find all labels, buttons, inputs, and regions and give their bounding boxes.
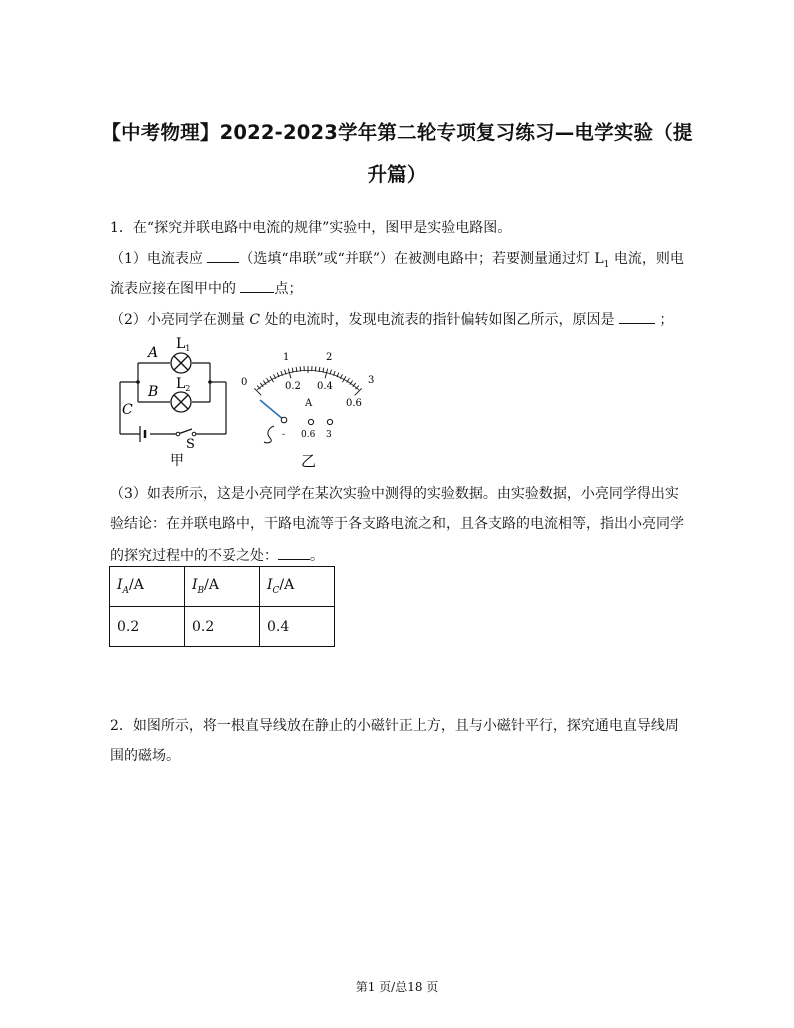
q1-part3-line3 xyxy=(110,545,324,566)
terminal-3-label: 3 xyxy=(326,430,332,440)
q1-part1-line2-text-b: 点； xyxy=(274,281,303,297)
table-cell-IB: 0.2 xyxy=(185,607,260,647)
ammeter-unit: A xyxy=(305,398,313,409)
label-C: C xyxy=(122,402,133,418)
table-header-row xyxy=(110,567,335,607)
label-A: A xyxy=(148,345,159,361)
ammeter-diagram-yi xyxy=(238,344,378,472)
page-title xyxy=(80,112,714,196)
q1-part2-blank[interactable] xyxy=(619,309,655,324)
terminal-minus-label: - xyxy=(282,430,286,440)
q1-part1-text-a: （1）电流表应 xyxy=(110,251,208,267)
lead-wire xyxy=(264,426,274,443)
scale-top-3: 3 xyxy=(368,375,375,386)
label-L1: $L_1$ xyxy=(176,336,191,353)
q1-part3-line2: 验结论：在并联电路中，干路电流等于各支路电流之和，且各支路的电流相等，指出小亮同学 xyxy=(110,516,684,532)
lamp-L1-icon xyxy=(171,353,191,373)
q1-part3-line3-text-a: 的探究过程中的不妥之处： xyxy=(110,548,278,564)
table-cell-IA: 0.2 xyxy=(110,607,185,647)
q1-part3-line1: （3）如表所示，这是小亮同学在某次实验中测得的实验数据。由实验数据，小亮同学得出实 xyxy=(110,486,679,502)
title-line-2: 升篇） xyxy=(367,163,427,186)
q1-part2-var: C xyxy=(249,312,261,328)
scale-bottom-0.4: 0.4 xyxy=(317,381,333,392)
q2-line2: 围的磁场。 xyxy=(110,748,180,764)
circuit-diagram-jia xyxy=(112,334,232,470)
table-header-IC: $I_C/A$ xyxy=(260,567,335,607)
scale-top-1: 1 xyxy=(283,352,290,363)
junction-dot-right xyxy=(208,380,212,384)
pointer-pivot xyxy=(281,417,287,423)
page-footer: 第1 页/总18 页 xyxy=(355,980,439,994)
ammeter-pointer xyxy=(260,400,284,420)
scale-top-2: 2 xyxy=(326,352,333,363)
q1-part1-sub: 1 xyxy=(603,259,610,270)
label-S: S xyxy=(186,437,195,452)
terminal-0.6-label: 0.6 xyxy=(301,430,316,440)
switch-contact-left xyxy=(176,432,180,436)
caption-yi: 乙 xyxy=(301,452,317,470)
scale-bottom-0.2: 0.2 xyxy=(285,381,301,392)
q1-part1-line2 xyxy=(110,278,302,299)
switch-contact-right xyxy=(192,432,196,436)
table-row xyxy=(110,607,335,647)
q1-part2-text-b: 处的电流时，发现电流表的指针偏转如图乙所示，原因是 xyxy=(260,312,619,328)
scale-tick xyxy=(288,369,291,379)
table-cell-IC: 0.4 xyxy=(260,607,335,647)
junction-dot-left xyxy=(136,380,140,384)
scale-bottom-0.6: 0.6 xyxy=(346,398,362,409)
q1-part1-line2-text-a: 流表应接在图甲中的 xyxy=(110,281,241,297)
q1-part3-blank[interactable] xyxy=(278,545,310,560)
q1-part1-blank-2[interactable] xyxy=(240,278,274,293)
q1-part1-text-b: （选填“串联”或“并联”）在被测电路中；若要测量通过灯 L xyxy=(239,251,604,267)
q1-part2-text-c: ； xyxy=(654,312,674,328)
table-header-IA: $I_A/A$ xyxy=(110,567,185,607)
terminal-0.6 xyxy=(308,419,313,424)
scale-tick xyxy=(325,369,328,379)
title-line-1: 【中考物理】2022-2023学年第二轮专项复习练习—电学实验（提 xyxy=(101,121,693,144)
q1-part2 xyxy=(110,309,673,330)
current-data-table xyxy=(109,566,335,647)
q1-part2-text-a: （2）小亮同学在测量 xyxy=(110,312,250,328)
label-B: B xyxy=(148,384,159,400)
q1-stem: 1．在“探究并联电路中电流的规律”实验中，图甲是实验电路图。 xyxy=(110,220,512,236)
terminal-3 xyxy=(327,419,332,424)
q2-line1: 2．如图所示，将一根直导线放在静止的小磁针正上方，且与小磁针平行，探究通电直导线周 xyxy=(110,718,679,734)
q1-part3-line3-text-b: 。 xyxy=(310,548,324,564)
label-L2: $L_2$ xyxy=(176,376,191,393)
q1-part1-blank-1[interactable] xyxy=(207,248,239,263)
lamp-L2-icon xyxy=(171,392,191,412)
table-header-IB: $I_B/A$ xyxy=(185,567,260,607)
caption-jia: 甲 xyxy=(170,453,184,469)
q1-part1-text-c: 电流，则电 xyxy=(609,251,684,267)
scale-top-0: 0 xyxy=(241,377,248,388)
q1-part1-line1 xyxy=(110,248,684,275)
